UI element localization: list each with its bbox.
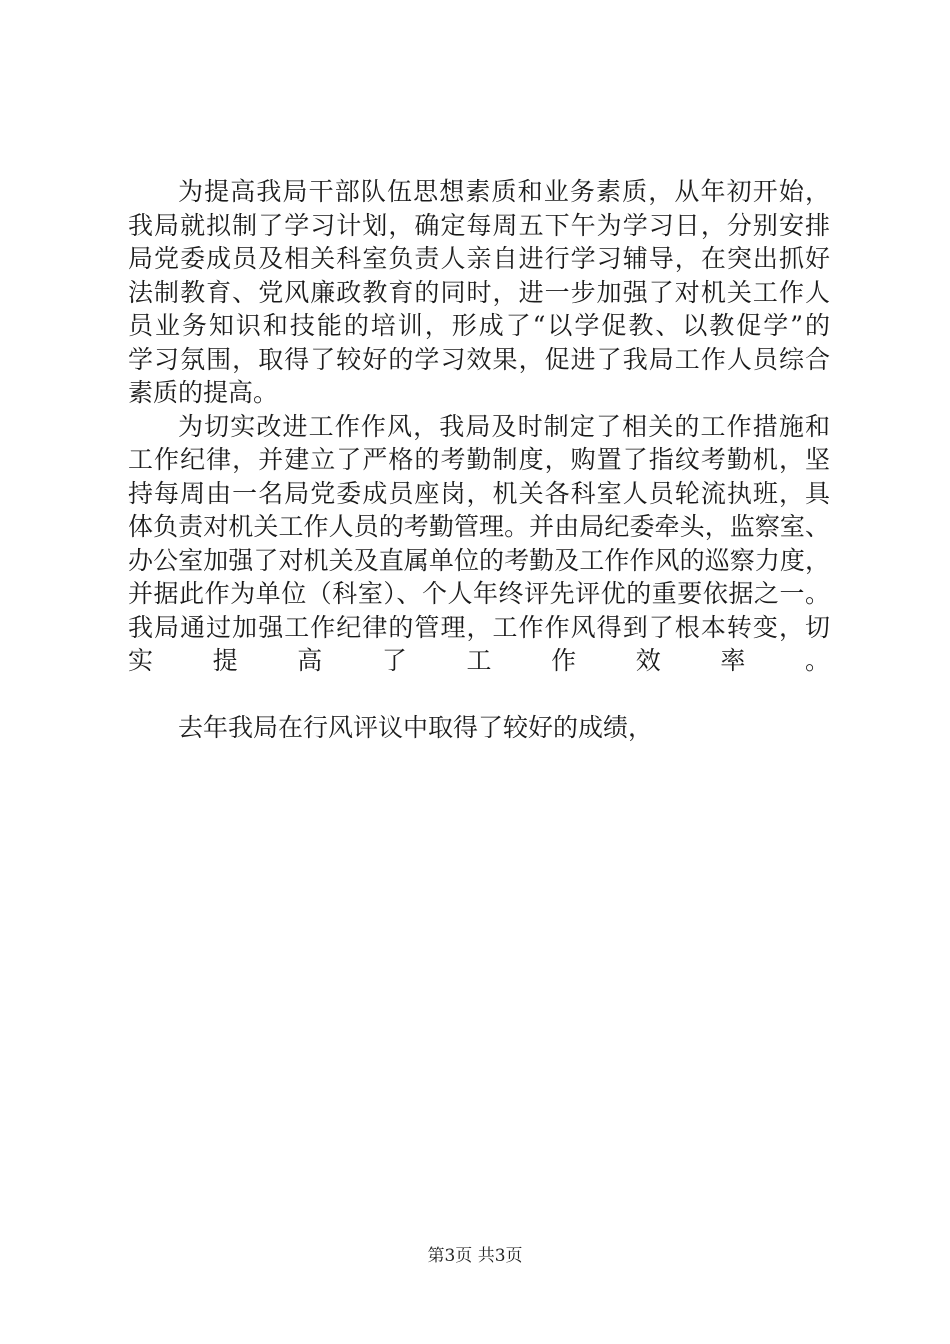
text-line: 局党委成员及相关科室负责人亲自进行学习辅导，在突出抓好 xyxy=(128,244,830,273)
paragraph-study xyxy=(128,175,830,410)
text-line: 我局通过加强工作纪律的管理，工作作风得到了根本转变，切 xyxy=(128,612,830,642)
paragraph-work-style xyxy=(128,410,830,712)
text-line xyxy=(128,678,830,712)
text-line: 我局就拟制了学习计划，确定每周五下午为学习日，分别安排 xyxy=(128,210,830,240)
text-line: 去年我局在行风评议中取得了较好的成绩， xyxy=(178,713,654,742)
text-line: 学习氛围，取得了较好的学习效果，促进了我局工作人员综合 xyxy=(128,344,830,374)
document-body xyxy=(128,175,830,745)
page-number-footer: 第3页 共3页 xyxy=(427,1246,523,1266)
text-line: 法制教育、党风廉政教育的同时，进一步加强了对机关工作人 xyxy=(128,277,830,307)
text-line: 持每周由一名局党委成员座岗，机关各科室人员轮流执班，具 xyxy=(128,478,830,508)
text-line: 素质的提高。 xyxy=(128,378,279,407)
text-line: 员业务知识和技能的培训，形成了“以学促教、以教促学”的 xyxy=(128,311,830,340)
text-line: 体负责对机关工作人员的考勤管理。并由局纪委牵头，监察室、 xyxy=(128,512,830,541)
text-line: 工作纪律，并建立了严格的考勤制度，购置了指纹考勤机，坚 xyxy=(128,445,830,474)
paragraph-evaluation xyxy=(128,711,830,745)
text-line: 为切实改进工作作风，我局及时制定了相关的工作措施和 xyxy=(178,411,830,441)
text-line: 并据此作为单位（科室）、个人年终评先评优的重要依据之一。 xyxy=(128,579,830,608)
text-line: 办公室加强了对机关及直属单位的考勤及工作作风的巡察力度， xyxy=(128,545,830,575)
text-line: 实提高了工作效率。 xyxy=(128,646,830,675)
text-line: 为提高我局干部队伍思想素质和业务素质，从年初开始， xyxy=(178,177,830,206)
